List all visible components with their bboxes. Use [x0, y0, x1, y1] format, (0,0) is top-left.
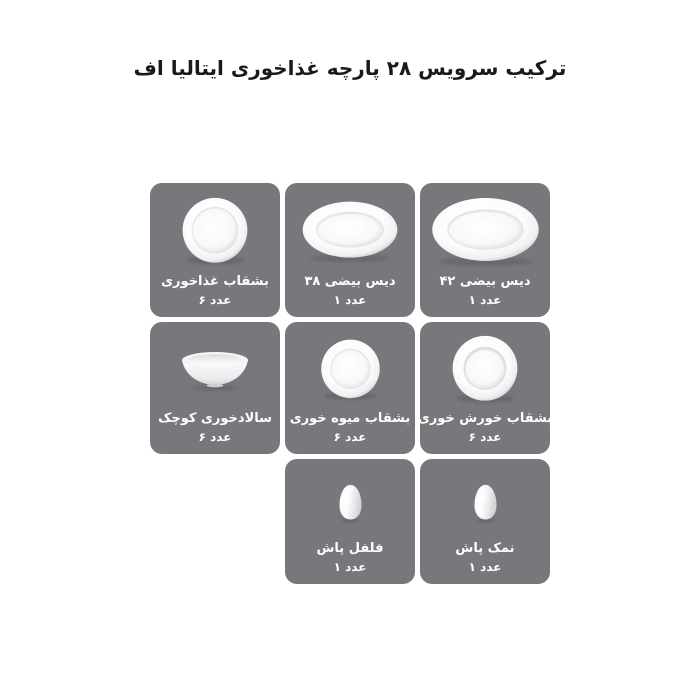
round-plate-icon — [179, 195, 251, 267]
dish-image-area — [289, 465, 411, 540]
pepper-shaker-card — [285, 459, 415, 584]
dish-image-area — [154, 328, 276, 410]
deep-plate-icon — [449, 333, 521, 405]
dish-image-area — [154, 189, 276, 273]
fruit-plate-card — [285, 322, 415, 454]
product-count: ۶ عدد — [198, 292, 232, 307]
oval-platter-icon — [300, 199, 400, 263]
dish-image-area — [289, 328, 411, 410]
product-label: نمک پاش — [455, 541, 515, 557]
product-label: بشقاب خورش خوری — [417, 411, 553, 427]
small-salad-bowl-card — [150, 322, 280, 454]
product-label: دیس بیضی ۴۲ — [439, 274, 531, 290]
round-plate-small-icon — [318, 337, 383, 402]
product-count: ۱ عدد — [468, 559, 502, 574]
product-label: بشقاب میوه خوری — [289, 411, 411, 427]
salad-bowl-icon — [177, 345, 253, 394]
product-count: ۱ عدد — [468, 292, 502, 307]
product-label: بشقاب غذاخوری — [161, 274, 269, 290]
page-title: ترکیب سرویس ۲۸ پارچه غذاخوری ایتالیا اف — [133, 56, 567, 80]
dish-image-area — [424, 465, 546, 540]
product-count: ۶ عدد — [468, 429, 502, 444]
stew-plate-card — [417, 322, 553, 454]
product-count: ۶ عدد — [333, 429, 367, 444]
oval-platter-large-icon — [429, 195, 542, 267]
dish-image-area — [424, 328, 546, 410]
shaker-icon — [334, 481, 367, 525]
oval-dish-38-card — [285, 183, 415, 317]
dish-image-area — [424, 189, 546, 273]
salt-shaker-card — [420, 459, 550, 584]
product-label: دیس بیضی ۳۸ — [304, 274, 396, 290]
product-grid — [150, 183, 553, 584]
product-label: سالادخوری کوچک — [158, 411, 272, 427]
product-label: فلفل پاش — [316, 541, 384, 557]
dish-image-area — [289, 189, 411, 273]
shaker-icon — [469, 481, 502, 525]
oval-dish-42-card — [420, 183, 550, 317]
dinner-plate-card — [150, 183, 280, 317]
product-count: ۱ عدد — [333, 292, 367, 307]
product-count: ۱ عدد — [333, 559, 367, 574]
product-count: ۶ عدد — [198, 429, 232, 444]
